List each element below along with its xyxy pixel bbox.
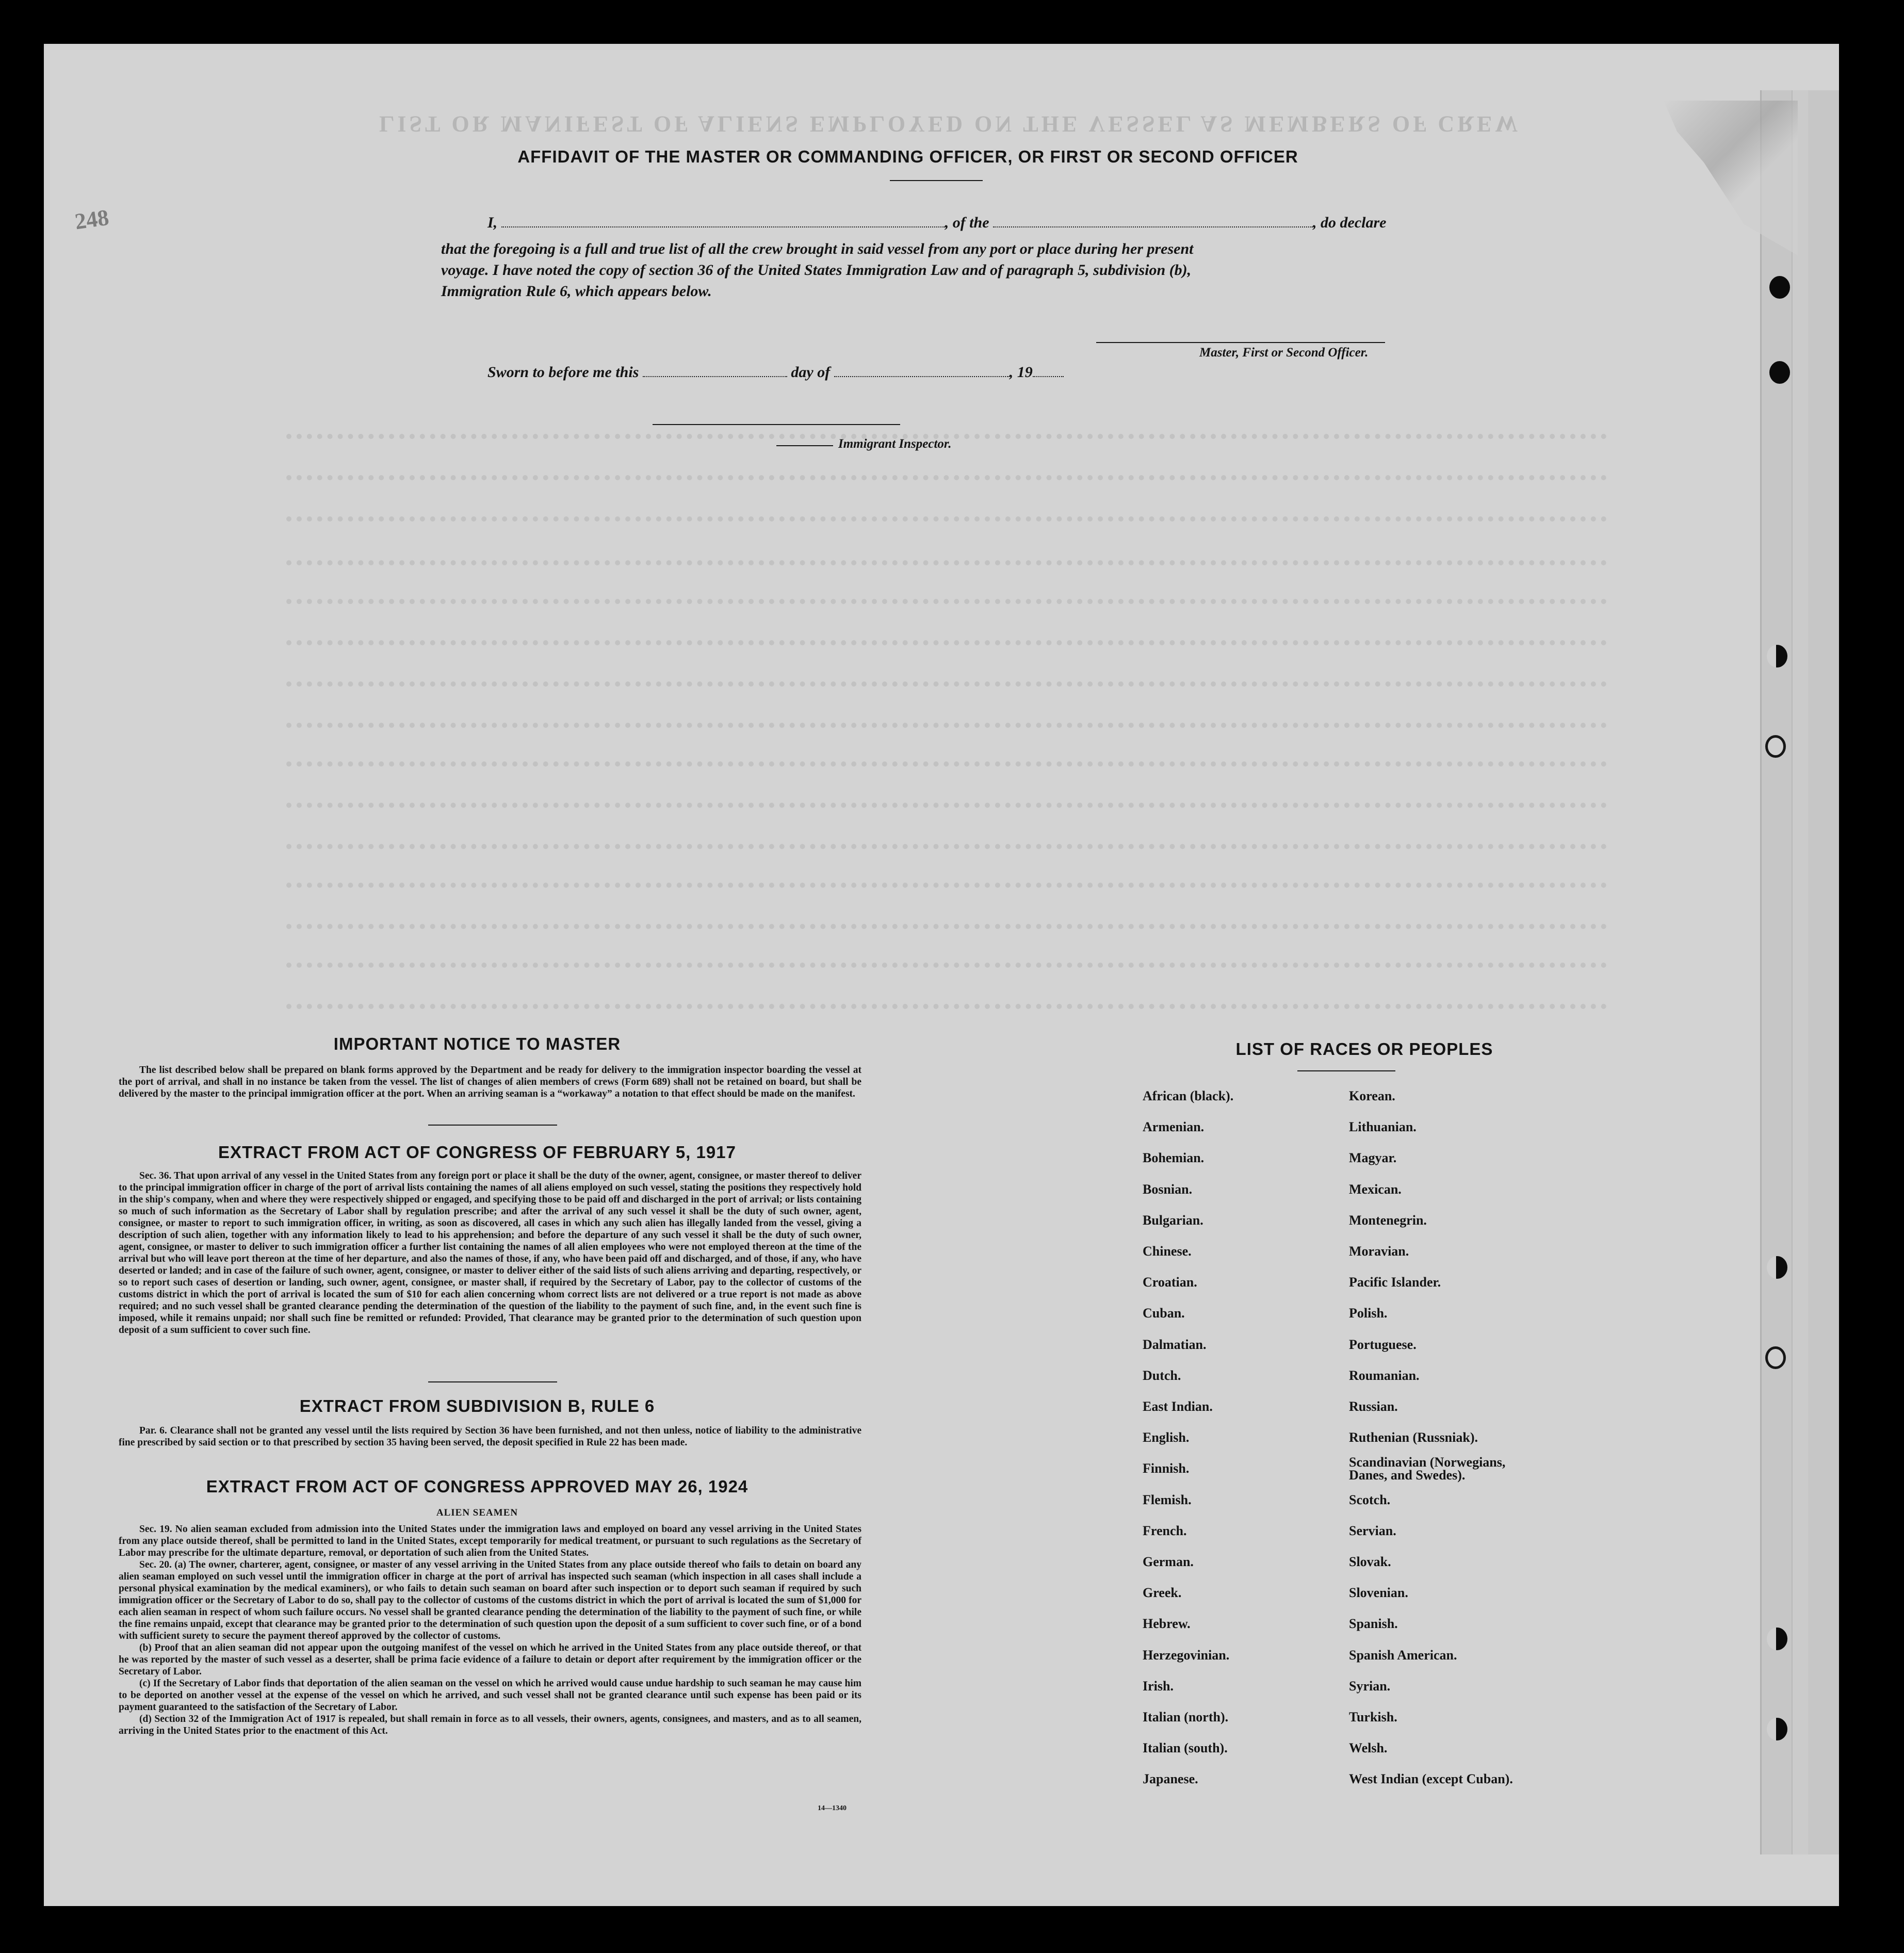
bleed-row — [286, 467, 1607, 480]
race-item: Polish. — [1349, 1306, 1388, 1321]
race-item: Greek. — [1143, 1585, 1182, 1601]
race-item: Mexican. — [1349, 1181, 1402, 1197]
sworn-line — [487, 364, 1064, 381]
race-item: Spanish American. — [1349, 1647, 1457, 1663]
race-item: African (black). — [1143, 1088, 1234, 1103]
race-item: Herzegovinian. — [1143, 1647, 1230, 1663]
race-item: Croatian. — [1143, 1275, 1197, 1290]
punch-hole — [1767, 645, 1787, 668]
declarant-name-field[interactable] — [501, 215, 945, 227]
race-item: Ruthenian (Russniak). — [1349, 1430, 1478, 1445]
bleed-row — [286, 916, 1607, 929]
bleed-through-header: LIST OR MANIFEST OF ALIENS EMPLOYED ON THE VESSEL AS MEMBERS OF CREW — [379, 111, 1521, 137]
bleed-row — [286, 673, 1607, 687]
race-item: Armenian. — [1143, 1119, 1205, 1135]
punch-hole — [1769, 276, 1790, 299]
bleed-row — [286, 714, 1607, 728]
declare-label: , do declare — [1313, 214, 1387, 231]
section-rule — [428, 1125, 557, 1126]
extract-1917-text — [119, 1170, 861, 1336]
sec-20a-paragraph: Sec. 20. (a) The owner, charterer, agent, consignee, or master of any vessel arriving in the United States from any place outside thereof who fails to detain on board any alien seaman employed on such vessel until the immigration officer in charge at the port of arrival has inspected such seaman (which inspection in all cases shall include a personal physical examination by the medical examiners), or who fails to detain such seaman on board after such inspection or to deport such seaman if required by such immigration officer or the Secretary of Labor to do so, shall pay to the collector of customs of the customs district in which the port of arrival is located the sum of $1,000 for each alien seaman in respect of whom such failure occurs. No vessel shall be granted clearance pending the determination of the liability to the payment of such fine, or while the fine remains unpaid, except that clearance may be granted prior to the determination of such question upon the deposit of a sum sufficient to cover such fine, or of a bond with sufficient surety to secure the payment thereof approved by the collector of customs. — [119, 1559, 861, 1641]
race-item: Scotch. — [1349, 1492, 1391, 1507]
sec-20d-paragraph: (d) Section 32 of the Immigration Act of 1917 is repealed, but shall remain in force as to all vessels, their owners, agents, consignees, and masters, and as to all seamen, arriving in the United States prior to the enactment of this Act. — [119, 1714, 861, 1736]
bleed-row — [286, 954, 1607, 968]
race-item: Portuguese. — [1349, 1337, 1417, 1352]
sec-20b-paragraph: (b) Proof that an alien seaman did not appear upon the outgoing manifest of the vessel on which he arrived in the United States from any place outside thereof, or that he was reported by the master of such vessel as a deserter, shall be prima facie evidence of a failure to detain or deport after requirement by the immigration officer or the Secretary of Labor. — [119, 1642, 861, 1677]
race-item: Korean. — [1349, 1088, 1395, 1103]
declarant-prefix: I, — [487, 214, 498, 231]
race-item: Turkish. — [1349, 1710, 1397, 1724]
race-item: Lithuanian. — [1349, 1119, 1417, 1135]
extract-1917-title: EXTRACT FROM ACT OF CONGRESS OF FEBRUARY 5, 1917 — [218, 1143, 736, 1162]
race-item: Italian (south). — [1143, 1740, 1228, 1756]
race-item: Servian. — [1349, 1523, 1396, 1538]
bleed-row — [286, 591, 1607, 604]
torn-corner — [1664, 101, 1798, 255]
race-item: Welsh. — [1349, 1740, 1388, 1756]
form-number: 14—1340 — [818, 1804, 847, 1812]
race-item: Magyar. — [1349, 1150, 1397, 1166]
inspector-signature-line[interactable] — [653, 424, 900, 425]
page-edge-inner — [1792, 90, 1808, 1854]
bleed-row — [286, 632, 1607, 645]
bleed-row — [286, 552, 1607, 565]
race-item: Hebrew. — [1143, 1616, 1191, 1632]
race-item: Spanish. — [1349, 1616, 1398, 1632]
bleed-row — [286, 753, 1607, 767]
sworn-prefix: Sworn to before me this — [487, 364, 639, 381]
sec-20c-paragraph: (c) If the Secretary of Labor finds that deportation of the alien seaman on the vessel on which he arrived would cause undue hardship to such seaman he may cause him to be deported on another vessel at the expense of the vessel on which he arrived, and such vessel shall not be granted clearance until such expense has been paid or its payment guaranteed to the satisfaction of the Secretary of Labor. — [119, 1678, 861, 1713]
punch-hole — [1767, 1256, 1787, 1279]
notice-text — [119, 1064, 861, 1100]
extract-1924-text — [119, 1523, 861, 1737]
punch-hole — [1769, 361, 1790, 384]
race-item: East Indian. — [1143, 1399, 1213, 1414]
punch-hole — [1767, 1718, 1787, 1740]
affidavit-line2: that the foregoing is a full and true list of all the crew brought in said vessel from any port or place during her present — [441, 240, 1194, 257]
race-item: Italian (north). — [1143, 1710, 1229, 1724]
race-item: Montenegrin. — [1349, 1212, 1427, 1228]
bleed-row — [286, 508, 1607, 522]
race-item: Japanese. — [1143, 1771, 1198, 1787]
race-item: French. — [1143, 1523, 1187, 1538]
sworn-year-field[interactable] — [1033, 365, 1064, 377]
title-rule — [890, 180, 983, 181]
master-signature-line[interactable] — [1096, 342, 1385, 343]
race-item: Chinese. — [1143, 1244, 1192, 1259]
affidavit-line4: Immigration Rule 6, which appears below. — [441, 283, 712, 300]
affidavit-title: AFFIDAVIT OF THE MASTER OR COMMANDING OFFICER, OR FIRST OR SECOND OFFICER — [517, 147, 1298, 166]
punch-hole — [1767, 1628, 1787, 1650]
race-item: Slovenian. — [1349, 1585, 1408, 1601]
race-item: Syrian. — [1349, 1678, 1391, 1694]
notice-title: IMPORTANT NOTICE TO MASTER — [333, 1034, 621, 1053]
par-6-paragraph: Par. 6. Clearance shall not be granted any vessel until the lists required by Section 36 have been furnished, and not then unless, notice of liability to the administrative fine prescribed by said section or to that prescribed by section 35 having been served, the deposit specified in Rule 22 has been made. — [119, 1425, 861, 1448]
master-signature-label: Master, First or Second Officer. — [1199, 346, 1369, 360]
affidavit-line3: voyage. I have noted the copy of section 36 of the United States Immigration Law and of paragraph 5, subdivision (b), — [441, 262, 1192, 279]
bleed-row — [286, 836, 1607, 849]
punch-hole — [1765, 1346, 1786, 1369]
race-item: Scandinavian (Norwegians, Danes, and Swedes). — [1349, 1455, 1506, 1483]
bleed-row — [286, 794, 1607, 808]
race-item: Finnish. — [1143, 1461, 1190, 1476]
race-item: Dalmatian. — [1143, 1337, 1207, 1352]
day-of-label: day of — [791, 364, 831, 381]
inspector-label: Immigrant Inspector. — [838, 437, 952, 451]
sec-19-paragraph: Sec. 19. No alien seaman excluded from admission into the United States under the immigration laws and employed on board any vessel arriving in the United States from any place outside thereof, shall be permitted to land in the United States, except temporarily for medical treatment, or pursuant to such regulations as the Secretary of Labor may prescribe for the ultimate departure, removal, or deportation of such alien from the United States. — [119, 1524, 861, 1558]
year-prefix: , 19 — [1009, 364, 1033, 381]
races-title: LIST OF RACES OR PEOPLES — [1235, 1039, 1493, 1059]
affidavit-line1 — [487, 214, 1386, 232]
sworn-day-field[interactable] — [643, 365, 787, 377]
races-title-rule — [1297, 1070, 1395, 1071]
notice-paragraph: The list described below shall be prepared on blank forms approved by the Department and be ready for delivery to the immigration inspector boarding the vessel at the port of arrival, and shall in no instance be taken from the vessel. The list of changes of alien members of crews (Form 689) shall not be retained on board, but shall be delivered by the master to the principal immigration officer at the port. When an arriving seaman is a “workaway” a notation to that effect should be made on the manifest. — [119, 1065, 861, 1099]
race-item: Dutch. — [1143, 1368, 1181, 1383]
race-item: Slovak. — [1349, 1554, 1391, 1569]
bleed-row — [286, 874, 1607, 888]
inspector-short-rule — [776, 445, 833, 446]
extract-rule6-title: EXTRACT FROM SUBDIVISION B, RULE 6 — [299, 1396, 655, 1415]
race-item: German. — [1143, 1554, 1194, 1569]
race-item: Irish. — [1143, 1678, 1174, 1694]
document-page — [44, 44, 1839, 1906]
section-rule — [428, 1381, 557, 1382]
extract-1924-title: EXTRACT FROM ACT OF CONGRESS APPROVED MAY 26, 1924 — [206, 1477, 748, 1496]
extract-rule6-text — [119, 1425, 861, 1449]
race-item: Cuban. — [1143, 1306, 1185, 1321]
race-item: Moravian. — [1349, 1244, 1409, 1259]
race-item: Bohemian. — [1143, 1150, 1205, 1166]
race-item: Bulgarian. — [1143, 1212, 1203, 1228]
race-item: Pacific Islander. — [1349, 1275, 1441, 1290]
race-item: Flemish. — [1143, 1492, 1192, 1507]
race-item: Bosnian. — [1143, 1181, 1193, 1197]
margin-mark: 248 — [73, 204, 111, 235]
sworn-month-field[interactable] — [834, 365, 1010, 377]
race-item: Roumanian. — [1349, 1368, 1420, 1383]
race-item: West Indian (except Cuban). — [1349, 1771, 1513, 1787]
alien-seamen-subtitle: ALIEN SEAMEN — [436, 1507, 518, 1518]
vessel-name-field[interactable] — [993, 215, 1313, 227]
of-the-label: , of the — [945, 214, 989, 231]
punch-hole — [1765, 735, 1786, 758]
race-item: Russian. — [1349, 1399, 1398, 1414]
bleed-row — [286, 996, 1607, 1009]
race-item: English. — [1143, 1430, 1190, 1445]
sec-36-paragraph: Sec. 36. That upon arrival of any vessel in the United States from any foreign port or place it shall be the duty of the owner, agent, consignee, or master thereof to deliver to the principal immigration officer in charge of the port of arrival lists containing the names of all aliens employed on such vessel, stating the positions they respectively hold in the ship's company, when and where they were respectively shipped or engaged, and specifying those to be paid off and discharged in the port of arrival; or lists containing so much of such information as the Secretary of Labor shall by regulation prescribe; and after the arrival of any such vessel it shall be the duty of such owner, agent, consignee, or master to report to such immigration officer, in writing, as soon as discovered, all cases in which any such alien has illegally landed from the vessel, giving a description of such alien, together with any information likely to lead to his apprehension; and before the departure of any such vessel it shall be the duty of such owner, agent, consignee, or master to deliver to such immigration officer a further list containing the names of all alien employees who were not employed thereon at the time of the arrival but who will leave port thereon at the time of her departure, and also the names of those, if any, who have been paid off and discharged, and of those, if any, who have deserted or landed; and in case of the failure of such owner, agent, consignee, or master to deliver either of the said lists of such aliens arriving and departing, respectively, or so to report such cases of desertion or landing, such owner, agent, consignee, or master shall, if required by the Secretary of Labor, pay to the collector of customs of the customs district in which the port of arrival is located the sum of $10 for each alien concerning whom correct lists are not delivered or a true report is not made as above required; and no such vessel shall be granted clearance pending the determination of the question of the liability to the payment of such fine, and, in the event such fine is imposed, while it remains unpaid; nor shall such fine be remitted or refunded: Provided, That clearance may be granted prior to the determination of such question upon deposit of a sum sufficient to cover such fine. — [119, 1170, 861, 1336]
